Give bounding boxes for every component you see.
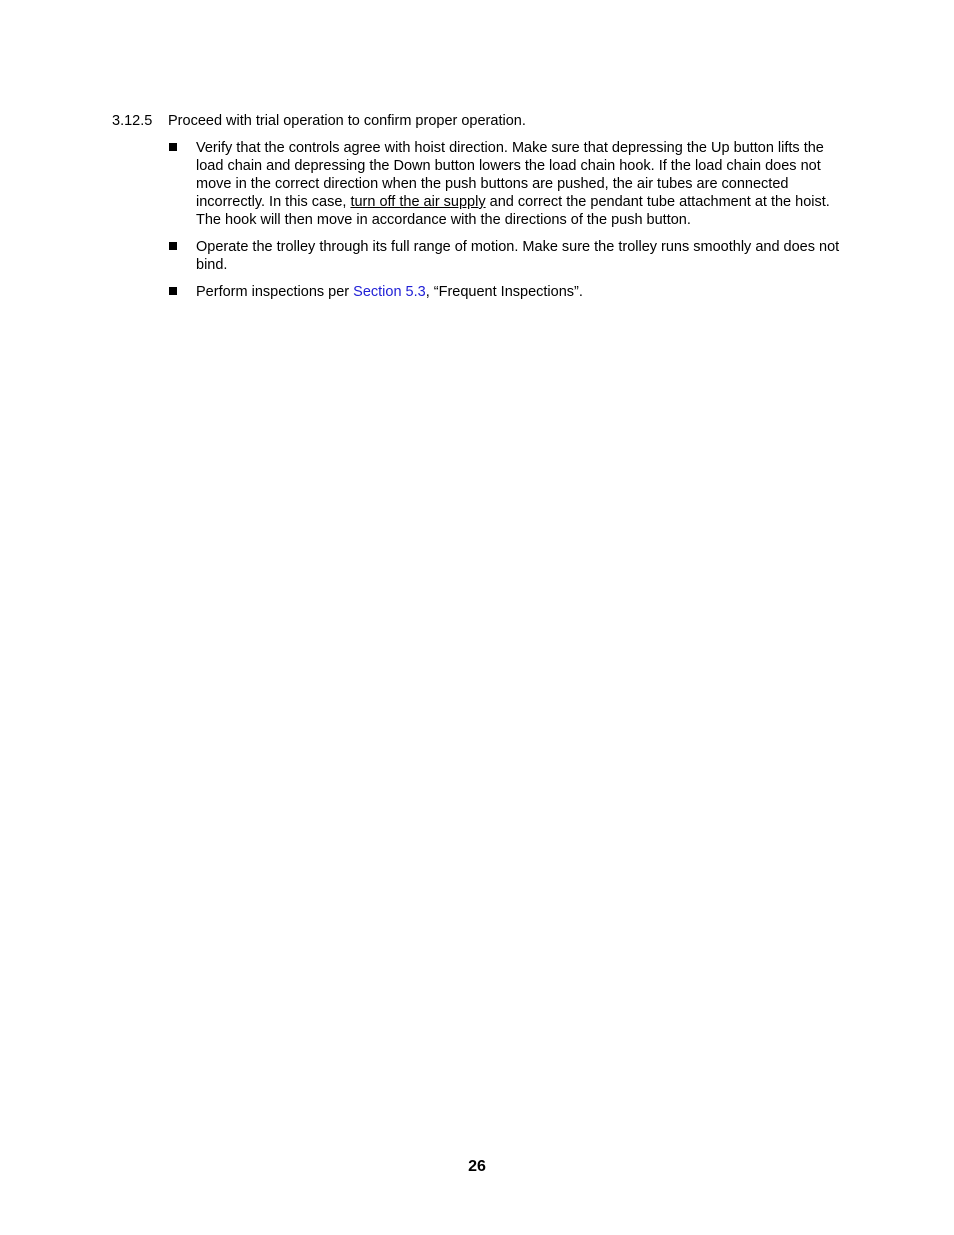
page-number: 26 [468, 1158, 486, 1175]
list-item [112, 283, 852, 301]
underlined-instruction: turn off the air supply [350, 194, 486, 210]
section-heading: Proceed with trial operation to confirm proper operation. [168, 113, 526, 129]
bullet-text-part: Perform inspections per [196, 284, 354, 300]
list-item [112, 238, 852, 274]
square-bullet-icon [169, 283, 196, 301]
bullet-text: Operate the trolley through its full range of motion. Make sure the trolley runs smoothly and does not bind. [196, 239, 840, 273]
bullet-text-part: and correct the pendant tube attachment at the hoist. The hook will then move in accordance with the directions of the push button. [196, 194, 830, 228]
section-heading-row [112, 112, 852, 130]
bullet-list [112, 139, 852, 301]
bullet-text-part: , “Frequent Inspections”. [425, 284, 583, 300]
section-3-12-5 [112, 112, 852, 310]
square-bullet-icon [169, 139, 196, 157]
section-link[interactable]: Section 5.3 [353, 284, 426, 300]
list-item [112, 139, 852, 229]
bullet-text [196, 139, 852, 229]
bullet-text-part: Verify that the controls agree with hoist direction. Make sure that depressing the Up button lifts the load chain and depressing the Down button lowers the load chain hook. If the load chain does not move in the correct direction when the push buttons are pushed, the air tubes are connected incorrectly. In this case, [196, 140, 824, 210]
square-bullet-icon [169, 238, 196, 256]
bullet-text [196, 283, 852, 301]
section-number: 3.12.5 [112, 113, 153, 129]
